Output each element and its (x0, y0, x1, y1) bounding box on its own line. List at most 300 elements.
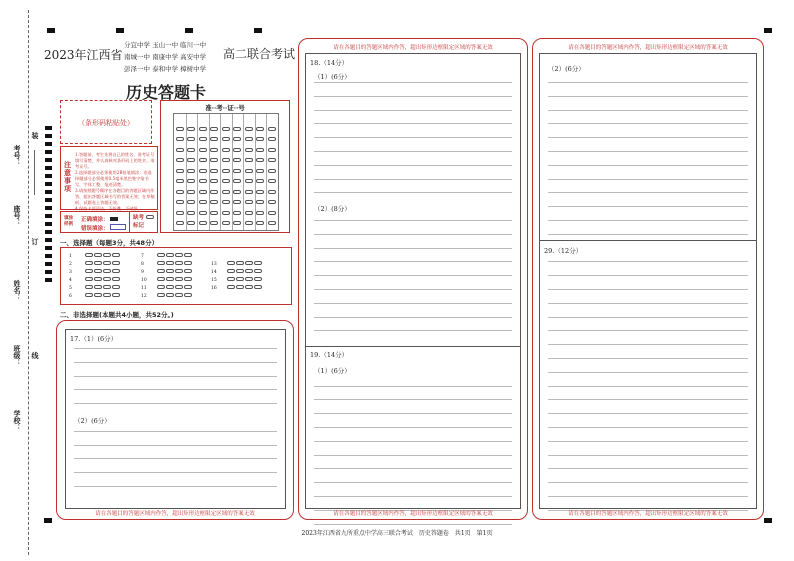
exam-number-bubble[interactable] (187, 148, 195, 152)
multiple-choice-grid[interactable] (61, 248, 291, 304)
writing-line (314, 455, 512, 456)
choice-bubble[interactable] (166, 261, 174, 265)
exam-number-bubble[interactable] (210, 148, 218, 152)
q21-label: 29.（12分） (544, 247, 583, 255)
choice-bubble[interactable] (236, 277, 244, 281)
choice-row (69, 261, 121, 267)
writing-line (314, 275, 512, 276)
fold-char-1: 装 (31, 132, 40, 139)
side-label-school: 学校： (13, 410, 22, 431)
writing-line (74, 376, 277, 377)
timing-mark (764, 28, 772, 33)
choice-bubble[interactable] (184, 277, 192, 281)
exam-number-bubble[interactable] (245, 158, 253, 162)
writing-line (314, 441, 512, 442)
choice-bubble[interactable] (245, 277, 253, 281)
exam-number-bubble[interactable] (210, 127, 218, 131)
exam-number-bubble[interactable] (268, 137, 276, 141)
choice-row (211, 285, 263, 291)
choice-bubble[interactable] (112, 293, 120, 297)
exam-number-bubble[interactable] (233, 127, 241, 131)
choice-bubble[interactable] (85, 253, 93, 257)
writing-line (548, 137, 748, 138)
exam-number-bubble[interactable] (256, 190, 264, 194)
q18-sub2-label: （2）(8分） (314, 205, 351, 213)
exam-number-bubble[interactable] (245, 190, 253, 194)
exam-number-bubble[interactable] (210, 137, 218, 141)
choice-bubble[interactable] (94, 277, 102, 281)
fold-char-2: 订 (31, 238, 40, 245)
choice-row (69, 269, 121, 275)
choice-bubble[interactable] (175, 285, 183, 289)
exam-number-bubble[interactable] (210, 169, 218, 173)
choice-number: 5 (69, 286, 72, 291)
choice-bubble[interactable] (166, 269, 174, 273)
choice-bubble[interactable] (254, 277, 262, 281)
choice-bubble[interactable] (227, 261, 235, 265)
exam-number-bubble[interactable] (245, 127, 253, 131)
exam-year-title: 2023年江西省 (44, 48, 123, 62)
choice-number: 8 (141, 262, 144, 267)
writing-line (548, 123, 748, 124)
fill-example-label: 填涂样例 (64, 216, 73, 227)
choice-bubble[interactable] (157, 293, 165, 297)
choice-bubble[interactable] (184, 269, 192, 273)
choice-bubble[interactable] (245, 269, 253, 273)
exam-number-bubble[interactable] (199, 127, 207, 131)
exam-number-bubble[interactable] (268, 148, 276, 152)
exam-number-bubble[interactable] (233, 211, 241, 215)
choice-bubble[interactable] (112, 269, 120, 273)
choice-bubble[interactable] (254, 269, 262, 273)
q19-sub1-label: （1）(6分） (314, 367, 351, 375)
timing-mark (116, 28, 124, 33)
choice-bubble[interactable] (184, 293, 192, 297)
writing-line (314, 110, 512, 111)
choice-bubble[interactable] (85, 293, 93, 297)
writing-line (314, 261, 512, 262)
choice-bubble[interactable] (103, 285, 111, 289)
writing-line (314, 137, 512, 138)
exam-number-box (160, 100, 290, 233)
choice-bubble[interactable] (175, 293, 183, 297)
exam-number-bubble[interactable] (268, 127, 276, 131)
exam-number-bubble[interactable] (222, 148, 230, 152)
exam-number-bubble[interactable] (233, 148, 241, 152)
timing-mark (44, 518, 52, 523)
exam-number-bubble[interactable] (187, 200, 195, 204)
fill-example-box (60, 211, 158, 233)
timing-mark (254, 28, 262, 33)
exam-number-bubble[interactable] (210, 190, 218, 194)
writing-line (314, 82, 512, 83)
choice-row (211, 269, 263, 275)
note-item: 3.请按照题号顺序在各题目的答题区域内作答，超出答题区域书写的答案无效；在草稿纸、试题卷上答题无效。 (75, 188, 155, 205)
writing-line (314, 496, 512, 497)
exam-number-bubble[interactable] (176, 200, 184, 204)
exam-number-bubble[interactable] (245, 137, 253, 141)
choice-bubble[interactable] (254, 261, 262, 265)
exam-number-bubble[interactable] (222, 158, 230, 162)
exam-number-bubble[interactable] (176, 148, 184, 152)
choice-row (141, 285, 193, 291)
exam-number-bubble[interactable] (256, 221, 264, 225)
choice-bubble[interactable] (112, 261, 120, 265)
school-list (124, 39, 206, 75)
multiple-choice-box (60, 247, 292, 305)
writing-line (548, 427, 748, 428)
exam-number-bubble[interactable] (233, 190, 241, 194)
choice-bubble[interactable] (245, 285, 253, 289)
choice-bubble[interactable] (236, 285, 244, 289)
choice-bubble[interactable] (227, 285, 235, 289)
notes-box (60, 146, 158, 210)
warning-text: 请在各题目的答题区域内作答，超出矩形边框限定区域的答案无效 (568, 45, 728, 51)
exam-number-bubble[interactable] (233, 200, 241, 204)
choice-number: 2 (69, 262, 72, 267)
choice-bubble[interactable] (85, 285, 93, 289)
exam-number-bubble[interactable] (187, 221, 195, 225)
writing-line (548, 151, 748, 152)
exam-number-bubble[interactable] (199, 158, 207, 162)
binding-dashed-line (28, 10, 29, 555)
exam-number-bubble[interactable] (199, 148, 207, 152)
writing-line (74, 389, 277, 390)
exam-number-bubble[interactable] (256, 137, 264, 141)
answer-panel-q18-q19 (298, 38, 528, 520)
writing-line (548, 82, 748, 83)
exam-number-bubble[interactable] (268, 221, 276, 225)
choice-number: 14 (211, 270, 217, 275)
writing-line (74, 362, 277, 363)
warning-text: 请在各题目的答题区域内作答，超出矩形边框限定区域的答案无效 (95, 511, 255, 517)
answer-area-q18-q19[interactable] (305, 53, 521, 509)
choice-row (69, 277, 121, 283)
writing-line (548, 179, 748, 180)
exam-number-bubble[interactable] (187, 169, 195, 173)
choice-bubble[interactable] (236, 269, 244, 273)
choice-bubble[interactable] (184, 261, 192, 265)
choice-number: 1 (69, 254, 72, 259)
writing-line (314, 220, 512, 221)
section2-title: 二、非选择题(本题共4小题，共52分。) (60, 311, 174, 319)
exam-number-bubble[interactable] (222, 190, 230, 194)
writing-line (74, 445, 277, 446)
school-row: 南城一中 南康中学 高安中学 (124, 53, 207, 61)
exam-number-bubble[interactable] (176, 221, 184, 225)
writing-line (548, 358, 748, 359)
exam-number-bubble[interactable] (268, 158, 276, 162)
answer-panel-q17 (56, 320, 294, 520)
exam-number-bubble[interactable] (176, 137, 184, 141)
choice-bubble[interactable] (157, 269, 165, 273)
exam-number-bubble[interactable] (176, 190, 184, 194)
choice-bubble[interactable] (85, 277, 93, 281)
writing-line (548, 261, 748, 262)
choice-bubble[interactable] (175, 253, 183, 257)
choice-bubble[interactable] (166, 253, 174, 257)
choice-number: 12 (141, 294, 147, 299)
writing-line (74, 458, 277, 459)
writing-line (548, 317, 748, 318)
exam-number-bubble[interactable] (233, 137, 241, 141)
note-item: 2.选择题部分必须使用2B铅笔填涂；非选择题部分必须使用0.5毫米黑色签字笔书写，字体工整、笔迹清楚。 (75, 170, 152, 187)
writing-line (314, 165, 512, 166)
choice-bubble[interactable] (94, 269, 102, 273)
side-label-seat: 座号： (13, 205, 22, 226)
exam-type-title: 高二联合考试 (223, 47, 296, 61)
writing-line (548, 303, 748, 304)
fold-char-3: 线 (31, 352, 40, 359)
exam-number-bubble[interactable] (233, 179, 241, 183)
writing-line (74, 472, 277, 473)
exam-number-bubble[interactable] (222, 127, 230, 131)
choice-bubble[interactable] (103, 277, 111, 281)
writing-line (548, 399, 748, 400)
exam-number-bubble[interactable] (199, 200, 207, 204)
choice-bubble[interactable] (94, 253, 102, 257)
exam-number-bubble[interactable] (210, 179, 218, 183)
choice-bubble[interactable] (175, 261, 183, 265)
choice-bubble[interactable] (166, 285, 174, 289)
writing-line (314, 192, 512, 193)
choice-row (69, 293, 121, 299)
choice-bubble[interactable] (103, 269, 111, 273)
writing-line (548, 96, 748, 97)
writing-line (314, 151, 512, 152)
writing-line (548, 482, 748, 483)
exam-number-bubble[interactable] (222, 211, 230, 215)
writing-line (548, 386, 748, 387)
side-label-class: 班级： (13, 345, 22, 366)
choice-bubble[interactable] (184, 253, 192, 257)
choice-number: 9 (141, 270, 144, 275)
exam-number-bubble[interactable] (222, 200, 230, 204)
exam-number-bubble[interactable] (210, 200, 218, 204)
exam-number-bubble[interactable] (187, 211, 195, 215)
writing-line (314, 96, 512, 97)
choice-number: 16 (211, 286, 217, 291)
exam-number-bubble[interactable] (176, 127, 184, 131)
exam-number-bubble[interactable] (256, 158, 264, 162)
side-label-name: 姓名： (13, 280, 22, 301)
choice-bubble[interactable] (254, 285, 262, 289)
exam-number-bubble[interactable] (233, 158, 241, 162)
barcode-area (60, 100, 152, 144)
answer-area-right[interactable] (539, 53, 757, 509)
choice-bubble[interactable] (103, 261, 111, 265)
note-item: 4.保持卡面清洁，不折叠，不破损。 (75, 206, 142, 211)
exam-number-bubble[interactable] (245, 169, 253, 173)
writing-line (548, 344, 748, 345)
exam-number-bubble[interactable] (256, 200, 264, 204)
choice-bubble[interactable] (157, 285, 165, 289)
choice-bubble[interactable] (85, 269, 93, 273)
choice-number: 7 (141, 254, 144, 259)
exam-number-bubble[interactable] (268, 179, 276, 183)
exam-number-bubble[interactable] (222, 179, 230, 183)
exam-number-bubble[interactable] (199, 211, 207, 215)
exam-number-label: 准··考··证··号 (205, 104, 245, 112)
writing-line (314, 386, 512, 387)
exam-number-bubble[interactable] (245, 148, 253, 152)
timing-mark (47, 28, 55, 33)
choice-bubble[interactable] (166, 277, 174, 281)
writing-line (548, 441, 748, 442)
exam-number-bubble[interactable] (176, 179, 184, 183)
blank-line (34, 150, 36, 195)
writing-line (548, 206, 748, 207)
exam-number-bubble[interactable] (256, 179, 264, 183)
choice-bubble[interactable] (227, 269, 235, 273)
exam-number-bubble[interactable] (245, 211, 253, 215)
writing-line (314, 482, 512, 483)
writing-line (548, 372, 748, 373)
exam-number-bubble[interactable] (222, 221, 230, 225)
exam-number-bubble[interactable] (199, 190, 207, 194)
choice-bubble[interactable] (103, 253, 111, 257)
choice-row (141, 293, 193, 299)
q19-label: 19.（14分） (310, 351, 349, 359)
choice-row (141, 269, 193, 275)
exam-number-bubble[interactable] (187, 179, 195, 183)
exam-number-bubble[interactable] (268, 169, 276, 173)
writing-line (548, 110, 748, 111)
writing-line (314, 289, 512, 290)
timing-mark (185, 28, 193, 33)
writing-line (548, 289, 748, 290)
q18-sub1-label: （1）(6分） (314, 73, 351, 81)
choice-bubble[interactable] (94, 293, 102, 297)
fill-wrong-label: 错误填涂： (81, 224, 126, 232)
exam-number-grid[interactable] (173, 113, 279, 231)
choice-bubble[interactable] (227, 277, 235, 281)
writing-line (74, 486, 277, 487)
answer-area-q17[interactable] (65, 329, 286, 509)
choice-bubble[interactable] (157, 277, 165, 281)
school-row: 分宜中学 玉山一中 临川一中 (124, 41, 207, 49)
choice-bubble[interactable] (94, 261, 102, 265)
choice-number: 15 (211, 278, 217, 283)
q18-q19-divider (306, 346, 520, 347)
exam-number-bubble[interactable] (199, 137, 207, 141)
writing-line (314, 413, 512, 414)
choice-row (69, 253, 121, 259)
absent-bubble[interactable] (146, 215, 154, 219)
warning-text: 请在各题目的答题区域内作答，超出矩形边框限定区域的答案无效 (333, 45, 493, 51)
exam-number-bubble[interactable] (176, 169, 184, 173)
choice-bubble[interactable] (166, 293, 174, 297)
choice-bubble[interactable] (103, 293, 111, 297)
exam-number-bubble[interactable] (256, 169, 264, 173)
choice-row (141, 277, 193, 283)
exam-number-bubble[interactable] (199, 179, 207, 183)
writing-line (314, 427, 512, 428)
answer-panel-right (532, 38, 764, 520)
choice-bubble[interactable] (112, 285, 120, 289)
exam-number-bubble[interactable] (256, 211, 264, 215)
choice-bubble[interactable] (245, 261, 253, 265)
exam-number-bubble[interactable] (245, 179, 253, 183)
notes-list (75, 152, 155, 212)
writing-line (548, 165, 748, 166)
choice-bubble[interactable] (157, 253, 165, 257)
writing-line (314, 248, 512, 249)
exam-number-bubble[interactable] (199, 169, 207, 173)
writing-line (548, 220, 748, 221)
writing-line (548, 275, 748, 276)
exam-number-bubble[interactable] (233, 221, 241, 225)
exam-number-bubble[interactable] (187, 190, 195, 194)
writing-line (548, 468, 748, 469)
writing-line (314, 330, 512, 331)
exam-number-bubble[interactable] (210, 211, 218, 215)
writing-line (74, 431, 277, 432)
choice-number: 6 (69, 294, 72, 299)
barcode-label: （条形码粘贴处） (78, 119, 134, 127)
note-item: 1.答题前，考生先将自己的姓名、准考证号填写清楚，并认真核对条形码上的姓名、准考证号。 (75, 152, 155, 169)
choice-bubble[interactable] (175, 269, 183, 273)
writing-line (548, 496, 748, 497)
choice-number: 4 (69, 278, 72, 283)
choice-bubble[interactable] (112, 277, 120, 281)
exam-number-bubble[interactable] (245, 200, 253, 204)
warning-text: 请在各题目的答题区域内作答，超出矩形边框限定区域的答案无效 (568, 511, 728, 517)
exam-number-bubble[interactable] (268, 200, 276, 204)
absent-mark-cell: 缺考 标记 (129, 212, 159, 233)
choice-bubble[interactable] (184, 285, 192, 289)
writing-line (314, 179, 512, 180)
exam-number-bubble[interactable] (245, 221, 253, 225)
choice-bubble[interactable] (236, 261, 244, 265)
exam-number-bubble[interactable] (187, 158, 195, 162)
exam-number-bubble[interactable] (256, 127, 264, 131)
exam-number-bubble[interactable] (187, 137, 195, 141)
exam-number-bubble[interactable] (256, 148, 264, 152)
choice-bubble[interactable] (85, 261, 93, 265)
notes-label: 注意事项 (64, 160, 71, 193)
choice-bubble[interactable] (112, 253, 120, 257)
side-timing-marks (45, 126, 52, 286)
choice-bubble[interactable] (94, 285, 102, 289)
writing-line (314, 524, 512, 525)
exam-number-bubble[interactable] (176, 211, 184, 215)
choice-number: 13 (211, 262, 217, 267)
page-footer: 2023年江西省九所重点中学高三联合考试 历史答题卷 共1页 第1页 (301, 530, 493, 537)
choice-bubble[interactable] (157, 261, 165, 265)
exam-number-bubble[interactable] (199, 221, 207, 225)
exam-number-bubble[interactable] (176, 158, 184, 162)
choice-row (141, 261, 193, 267)
writing-line (548, 413, 748, 414)
exam-number-bubble[interactable] (210, 158, 218, 162)
timing-mark (764, 518, 772, 523)
page-title: 历史答题卡 (126, 83, 207, 102)
writing-line (548, 192, 748, 193)
exam-number-bubble[interactable] (233, 169, 241, 173)
writing-line (548, 455, 748, 456)
choice-number: 11 (141, 286, 147, 291)
choice-row (141, 253, 193, 259)
exam-number-bubble[interactable] (222, 137, 230, 141)
choice-bubble[interactable] (175, 277, 183, 281)
writing-line (548, 330, 748, 331)
exam-number-bubble[interactable] (187, 127, 195, 131)
exam-number-bubble[interactable] (222, 169, 230, 173)
exam-number-bubble[interactable] (268, 211, 276, 215)
exam-number-bubble[interactable] (268, 190, 276, 194)
exam-number-bubble[interactable] (210, 221, 218, 225)
